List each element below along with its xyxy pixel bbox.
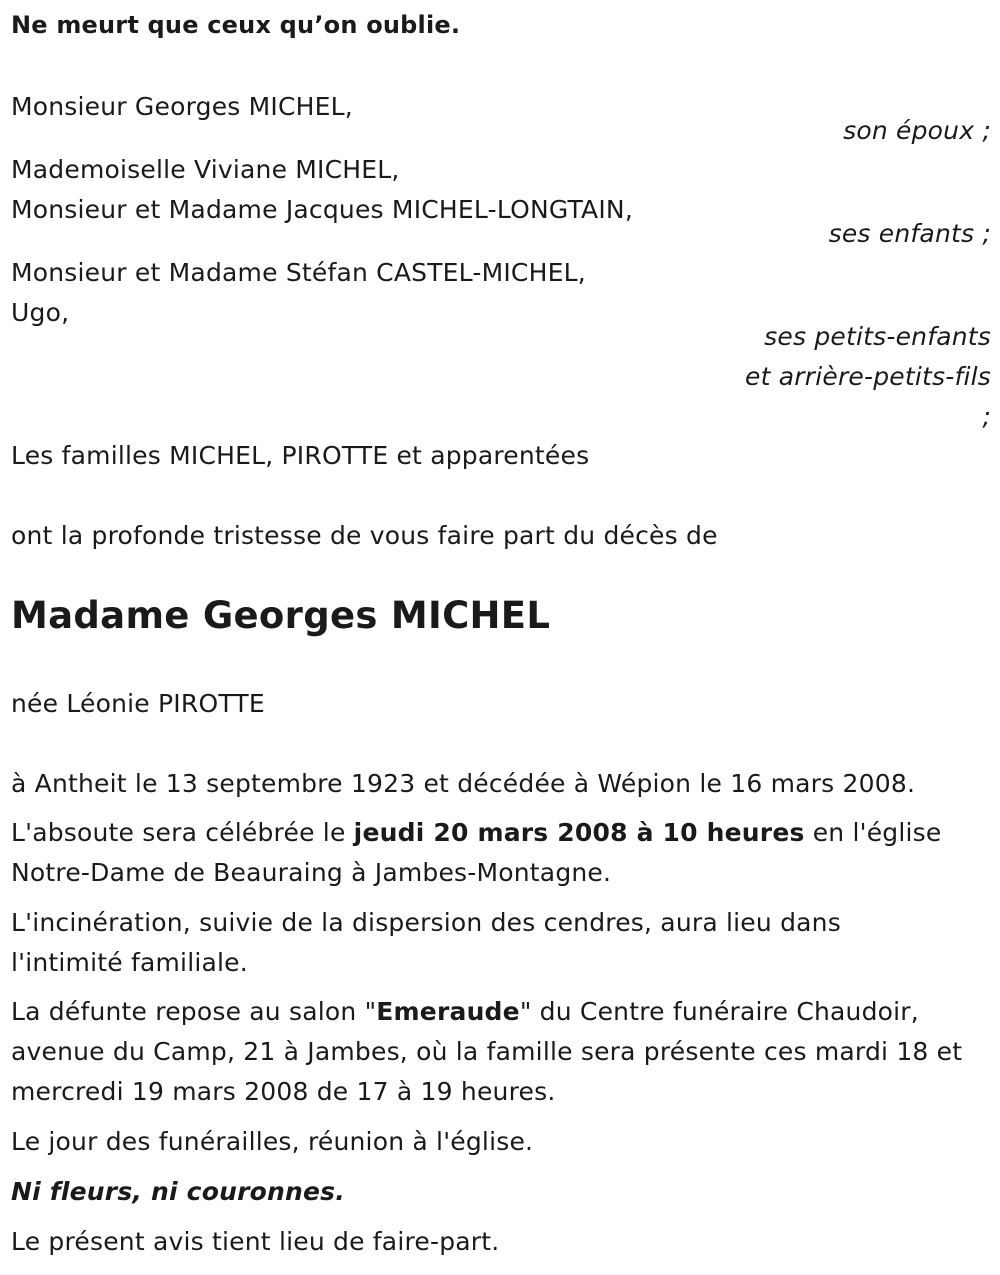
repose-text-end: " du Centre funéraire Chaudoir, — [519, 997, 919, 1026]
repose-line-2: avenue du Camp, 21 à Jambes, où la famille sera présente ces mardi 18 et — [11, 1037, 963, 1066]
salon-name: Emeraude — [376, 997, 520, 1026]
grandchildren-relation-1: ses petits-enfants — [764, 322, 991, 351]
child-line-2: Monsieur et Madame Jacques MICHEL-LONGTAIN, — [11, 195, 633, 224]
announcement-line: ont la profonde tristesse de vous faire part du décès de — [11, 521, 718, 550]
motto: Ne meurt que ceux qu’on oublie. — [11, 11, 461, 39]
notice-line: Le présent avis tient lieu de faire-part. — [11, 1227, 500, 1256]
grandchild-line-1: Monsieur et Madame Stéfan CASTEL-MICHEL, — [11, 258, 586, 287]
children-relation: ses enfants ; — [828, 219, 991, 248]
husband-name: Monsieur Georges MICHEL, — [11, 92, 353, 121]
maiden-name: née Léonie PIROTTE — [11, 689, 265, 718]
no-flowers-line: Ni fleurs, ni couronnes. — [11, 1177, 345, 1206]
child-line-1: Mademoiselle Viviane MICHEL, — [11, 155, 400, 184]
husband-relation: son époux ; — [843, 116, 991, 145]
reunion-line: Le jour des funérailles, réunion à l'église. — [11, 1127, 534, 1156]
incineration-line-1: L'incinération, suivie de la dispersion des cendres, aura lieu dans — [11, 908, 841, 937]
repose-line-3: mercredi 19 mars 2008 de 17 à 19 heures. — [11, 1077, 556, 1106]
repose-line-1 — [11, 999, 919, 1024]
absoute-line-2: Notre-Dame de Beauraing à Jambes-Montagne. — [11, 858, 612, 887]
birth-death-dates: à Antheit le 13 septembre 1923 et décédée à Wépion le 16 mars 2008. — [11, 769, 916, 798]
grandchildren-relation-2: et arrière-petits-fils — [745, 362, 991, 391]
families-line: Les familles MICHEL, PIROTTE et apparentées — [11, 441, 590, 470]
absoute-text-end: en l'église — [804, 818, 942, 847]
absoute-date: jeudi 20 mars 2008 à 10 heures — [353, 818, 805, 847]
absoute-text: L'absoute sera célébrée le — [11, 818, 354, 847]
repose-text: La défunte repose au salon " — [11, 997, 377, 1026]
grandchildren-relation-3: ; — [982, 402, 991, 431]
incineration-line-2: l'intimité familiale. — [11, 948, 248, 977]
absoute-line-1 — [11, 820, 941, 845]
deceased-name: Madame Georges MICHEL — [11, 594, 551, 637]
grandchild-line-2: Ugo, — [11, 298, 70, 327]
